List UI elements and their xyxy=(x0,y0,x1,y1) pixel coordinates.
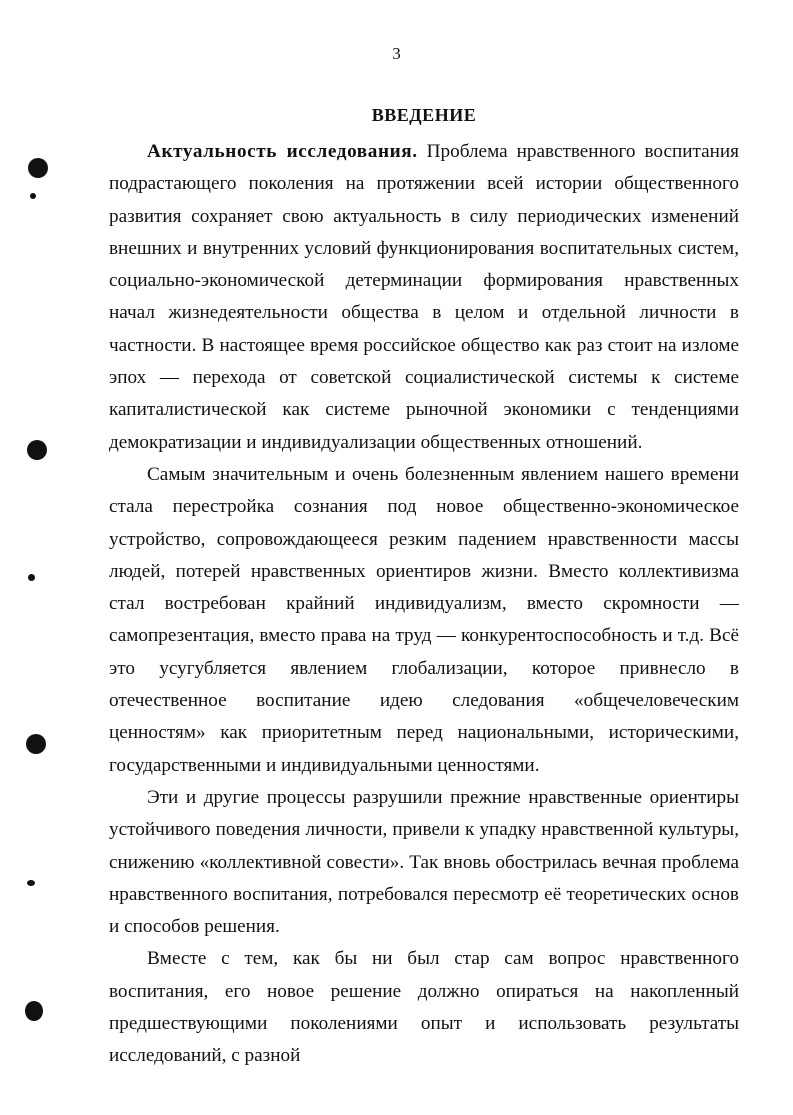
paragraph-lead: Актуальность исследования. xyxy=(147,141,418,162)
punch-hole-mark xyxy=(25,1001,43,1021)
paragraph-processes: Эти и другие процессы разрушили прежние нравственные ориентиры устойчивого поведения личности, привели к упадку нравственной культуры, снижению «коллективной совести». Так вновь обострилась вечная проблема нравственного воспитания, потребовался пересмотр её теоретических основ и способов решения. xyxy=(109,786,739,938)
punch-hole-mark xyxy=(27,880,35,886)
paragraph-experience: Вместе с тем, как бы ни был стар сам вопрос нравственного воспитания, его новое решение должно опираться на накопленный предшествующими поколениями опыт и использовать результаты исследований, с разной xyxy=(109,948,739,1067)
section-heading: ВВЕДЕНИЕ xyxy=(371,105,477,125)
paragraph-relevance xyxy=(109,136,739,459)
page-number: 3 xyxy=(392,44,401,63)
punch-hole-mark xyxy=(26,734,46,754)
paragraph-text: Проблема нравственного воспитания подрастающего поколения на протяжении всей истории общественного развития сохраняет свою актуальность в силу периодических изменений внешних и внутренних условий функционирования воспитательных систем, социально-экономической детерминации формирования нравственных начал жизнедеятельности общества в целом и отдельной личности в частности. В настоящее время российское общество как раз стоит на изломе эпох — перехода от советской социалистической системы к системе капиталистической как системе рыночной экономики с тенденциями демократизации и индивидуализации общественных отношений. xyxy=(109,141,739,453)
paragraph-restructuring: Самым значительным и очень болезненным явлением нашего времени стала перестройка сознания под новое общественно-экономическое устройство, сопровождающееся резким падением нравственности массы людей, потерей нравственных ориентиров жизни. Вместо коллективизма стал востребован крайний индивидуализм, вместо скромности — самопрезентация, вместо права на труд — конкурентоспособность и т.д. Всё это усугубляется явлением глобализации, которое привнесло в отечественное воспитание идею следования «общечеловеческим ценностям» как приоритетным перед национальными, историческими, государственными и индивидуальными ценностями. xyxy=(109,463,739,776)
document-body xyxy=(109,136,739,1073)
punch-hole-mark xyxy=(28,574,35,581)
punch-hole-mark xyxy=(28,158,48,178)
punch-hole-mark xyxy=(27,440,47,460)
punch-hole-mark xyxy=(30,193,36,199)
